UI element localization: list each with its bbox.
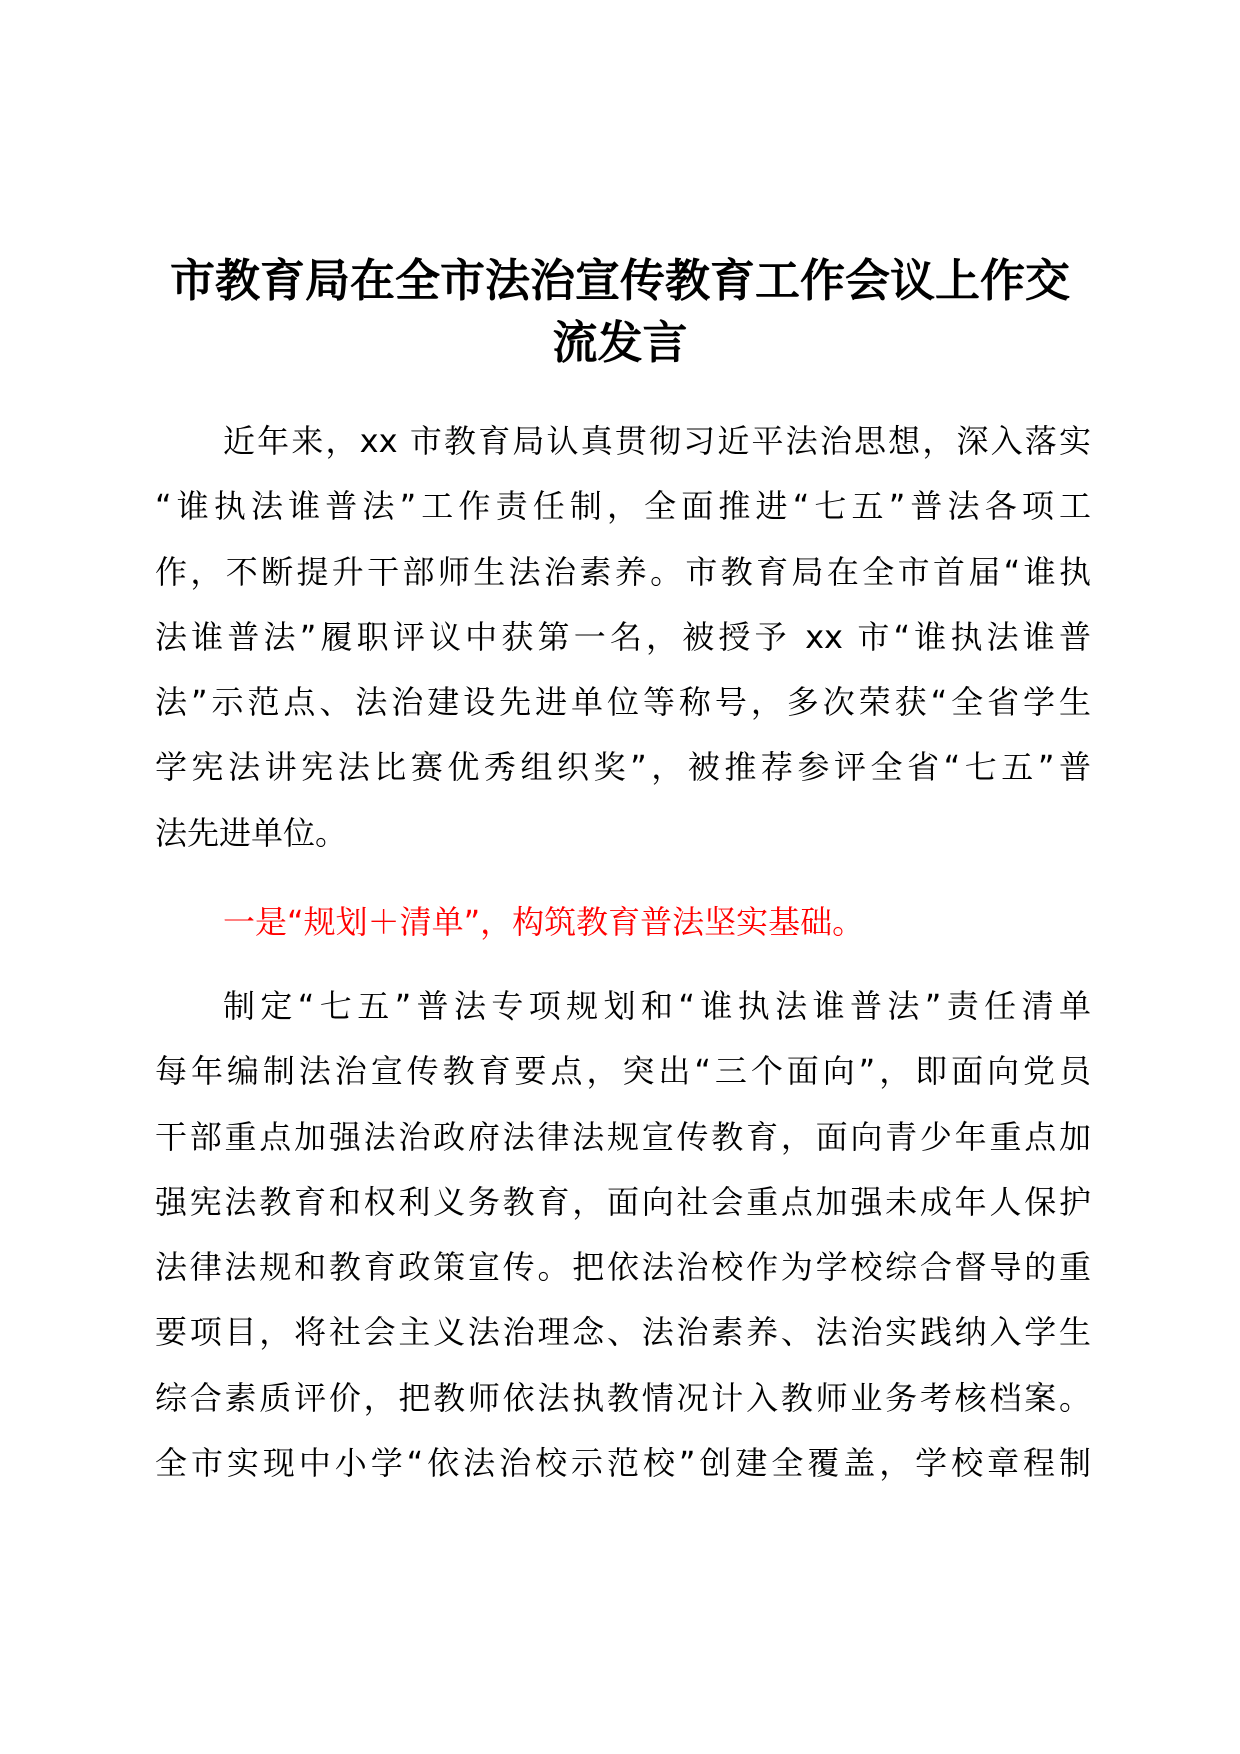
text-line: 干部重点加强法治政府法律法规宣传教育，面向青少年重点加 [155, 1117, 1091, 1156]
paragraph-intro [155, 409, 1091, 866]
text-line: 每年编制法治宣传教育要点，突出“三个面向”，即面向党员 [155, 1052, 1091, 1091]
section-heading-1 [155, 890, 1091, 955]
text-line: 作，不断提升干部师生法治素养。市教育局在全市首届“谁执 [155, 552, 1091, 591]
document-title [150, 250, 1090, 374]
text-line: 学宪法讲宪法比赛优秀组织奖”，被推荐参评全省“七五”普 [155, 748, 1091, 787]
text-line: 法谁普法”履职评议中获第一名，被授予 xx 市“谁执法谁普 [155, 617, 1091, 656]
text-line: 法”示范点、法治建设先进单位等称号，多次荣获“全省学生 [155, 683, 1091, 722]
text-line: 综合素质评价，把教师依法执教情况计入教师业务考核档案。 [155, 1378, 1091, 1417]
title-line: 市教育局在全市法治宣传教育工作会议上作交 [169, 254, 1070, 307]
text-line: 法律法规和教育政策宣传。把依法治校作为学校综合督导的重 [155, 1248, 1091, 1287]
text-line: 全市实现中小学“依法治校示范校”创建全覆盖，学校章程制 [155, 1444, 1091, 1483]
text-line: 法先进单位。 [155, 813, 348, 852]
section-heading-text: 一是“规划＋清单”，构筑教育普法坚实基础。 [223, 903, 865, 941]
text-line: 制定“七五”普法专项规划和“谁执法谁普法”责任清单 [223, 987, 1091, 1025]
title-line: 流发言 [552, 316, 688, 369]
text-line: “谁执法谁普法”工作责任制，全面推进“七五”普法各项工 [155, 487, 1091, 526]
paragraph-section-1 [155, 974, 1091, 1496]
text-line: 强宪法教育和权利义务教育，面向社会重点加强未成年人保护 [155, 1182, 1091, 1221]
text-line: 要项目，将社会主义法治理念、法治素养、法治实践纳入学生 [155, 1313, 1091, 1352]
text-line: 近年来，xx 市教育局认真贯彻习近平法治思想，深入落实 [223, 422, 1091, 460]
